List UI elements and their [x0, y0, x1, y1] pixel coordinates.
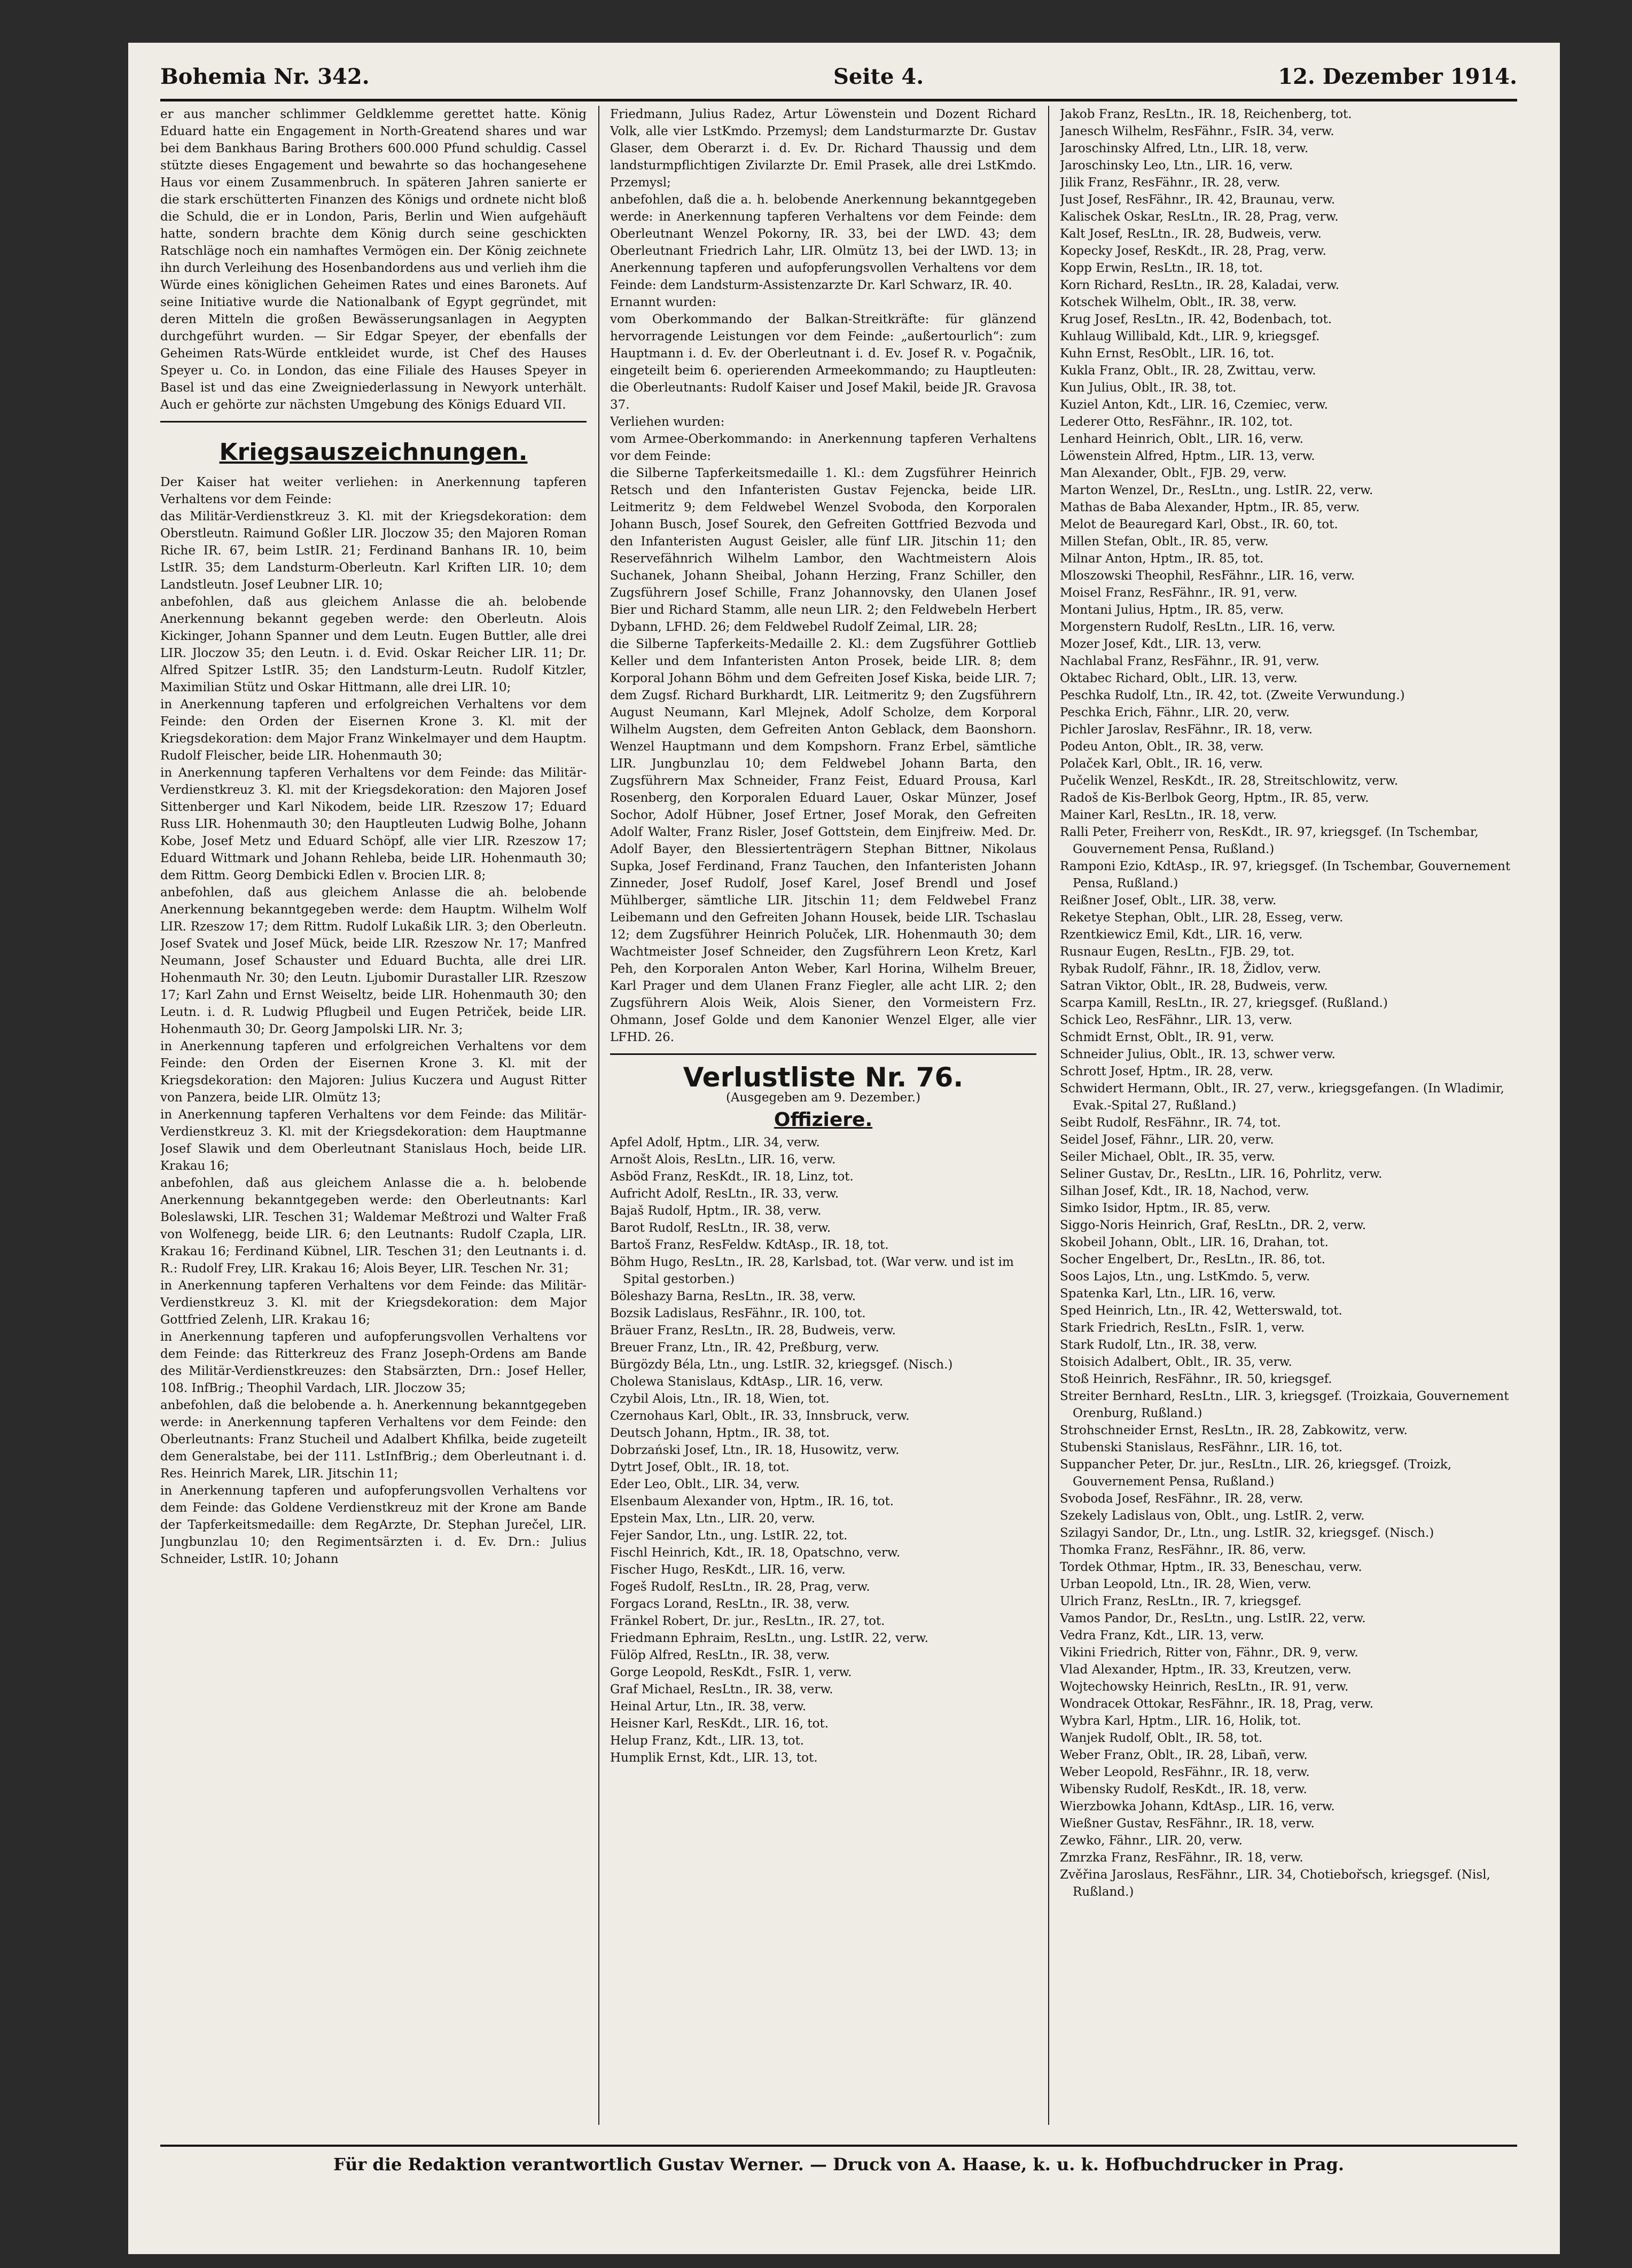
imprint-footer: Für die Redaktion verantwortlich Gustav Werner. — Druck von A. Haase, k. u. k. Hofbuchdrucker in Prag. — [160, 2145, 1517, 2175]
casualty-entry: Wießner Gustav, ResFähnr., IR. 18, verw. — [1060, 1817, 1315, 1831]
paragraph: vom Armee-Oberkommando: in Anerkennung tapferen Verhaltens vor dem Feinde: — [610, 432, 1036, 463]
casualty-entry: Rybak Rudolf, Fähnr., IR. 18, Židlov, verw. — [1060, 962, 1322, 976]
column-1 — [160, 106, 587, 2125]
casualty-entry: Szekely Ladislaus von, Oblt., ung. LstIR. 2, verw. — [1060, 1509, 1365, 1523]
casualty-entry: Schick Leo, ResFähnr., LIR. 13, verw. — [1060, 1013, 1293, 1027]
casualty-entry: Arnošt Alois, ResLtn., LIR. 16, verw. — [610, 1153, 836, 1167]
casualty-entry: Millen Stefan, Oblt., IR. 85, verw. — [1060, 535, 1269, 549]
paragraph: anbefohlen, daß aus gleichem Anlasse die ah. belobende Anerkennung bekanntgegeben werde: dem Hauptm. Wilhelm Wolf LIR. Rzeszow 17; dem Rittm. Rudolf Lukaßik LIR. 3; den Oberleutn. Josef Svatek und Josef Mück, beide LIR. Rzeszow Nr. 17; Manfred Neumann, Josef Schauster und Eduard Buchta, alle drei LIR. Hohenmauth Nr. 30; den Leutn. Ljubomir Durastaller LIR. Rzeszow 17; Karl Zahn und Ernst Weiseltz, beide LIR. Hohenmauth 30; den Leutn. i. d. R. Ludwig Pflugbeil und Eugen Petriček, beide LIR. Hohenmauth 30; Dr. Georg Jampolski LIR. Nr. 3; — [160, 886, 587, 1036]
casualty-entry: Radoš de Kis-Berlbok Georg, Hptm., IR. 85, verw. — [1060, 791, 1369, 805]
casualty-entry: Kopp Erwin, ResLtn., IR. 18, tot. — [1060, 261, 1263, 275]
casualty-entry: Mozer Josef, Kdt., LIR. 13, verw. — [1060, 637, 1262, 651]
casualty-entry: Weber Leopold, ResFähnr., IR. 18, verw. — [1060, 1765, 1310, 1779]
casualty-entry: Dytrt Josef, Oblt., IR. 18, tot. — [610, 1460, 790, 1474]
paragraph: das Militär-Verdienstkreuz 3. Kl. mit der Kriegsdekoration: dem Oberstleutn. Raimund Goßler LIR. Jloczow 35; den Majoren Roman Riche IR. 67, beim LstIR. 21; Ferdinand Banhans IR. 10, beim LstIR. 35; dem Landsturm-Oberleutn. Karl Kriften LIR. 10; dem Landstleutn. Josef Leubner LIR. 10; — [160, 510, 587, 592]
header-page-number: Seite 4. — [833, 64, 924, 89]
casualty-entry: Kalischek Oskar, ResLtn., IR. 28, Prag, verw. — [1060, 210, 1339, 224]
casualty-entry: Ralli Peter, Freiherr von, ResKdt., IR. 97, kriegsgef. (In Tschembar, Gouvernement Pensa, Rußland.) — [1060, 825, 1479, 856]
casualty-entry: Böleshazy Barna, ResLtn., IR. 38, verw. — [610, 1289, 856, 1303]
casualty-entry: Sped Heinrich, Ltn., IR. 42, Wetterswald, tot. — [1060, 1304, 1342, 1318]
paragraph: anbefohlen, daß aus gleichem Anlasse die ah. belobende Anerkennung bekannt gegeben werde: den Oberleutn. Alois Kickinger, Johann Spanner und dem Leutn. Eugen Buttler, alle drei LIR. Jloczow 35; den Leutn. i. d. Evid. Oskar Reicher LIR. 11; Dr. Alfred Spitzer LstIR. 35; den Landsturm-Leutn. Rudolf Kitzler, Maximilian Stütz und Oskar Hittmann, alle drei LIR. 10; — [160, 595, 587, 694]
casualty-entry: Forgacs Lorand, ResLtn., IR. 38, verw. — [610, 1597, 850, 1611]
casualty-list — [610, 1134, 1036, 1766]
casualty-entry: Skobeil Johann, Oblt., LIR. 16, Drahan, tot. — [1060, 1235, 1329, 1249]
casualty-entry: Morgenstern Rudolf, ResLtn., LIR. 16, verw. — [1060, 620, 1336, 634]
casualty-entry: Bozsik Ladislaus, ResFähnr., IR. 100, tot. — [610, 1307, 866, 1320]
casualty-entry: Wibensky Rudolf, ResKdt., IR. 18, verw. — [1060, 1782, 1307, 1796]
casualty-entry: Polaček Karl, Oblt., IR. 16, verw. — [1060, 757, 1263, 771]
casualty-entry: Stubenski Stanislaus, ResFähnr., LIR. 16, tot. — [1060, 1441, 1343, 1454]
casualty-entry: Kun Julius, Oblt., IR. 38, tot. — [1060, 381, 1237, 395]
casualty-entry: Ramponi Ezio, KdtAsp., IR. 97, kriegsgef. (In Tschembar, Gouvernement Pensa, Rußland.) — [1060, 859, 1511, 890]
paragraph: in Anerkennung tapferen und aufopferungsvollen Verhaltens vor dem Feinde: das Goldene Verdienstkreuz mit der Krone am Bande der Tapferkeitsmedaille: dem RegArzte, Dr. Stephan Jurečel, LIR. Jungbunzlau 10; den Regimentsärzten i. d. Ev. Drn.: Julius Schneider, LstIR. 10; Johann — [160, 1484, 587, 1566]
header-date: 12. Dezember 1914. — [1278, 64, 1517, 89]
casualty-entry: Korn Richard, ResLtn., IR. 28, Kaladai, verw. — [1060, 278, 1340, 292]
casualty-list — [1060, 106, 1514, 1901]
casualty-entry: Cholewa Stanislaus, KdtAsp., LIR. 16, verw. — [610, 1375, 884, 1389]
casualty-entry: Fejer Sandor, Ltn., ung. LstIR. 22, tot. — [610, 1529, 848, 1543]
casualty-entry: Mloszowski Theophil, ResFähnr., LIR. 16, verw. — [1060, 569, 1355, 583]
casualty-entry: Kukla Franz, Oblt., IR. 28, Zwittau, verw. — [1060, 364, 1316, 378]
casualty-entry: Suppancher Peter, Dr. jur., ResLtn., LIR. 26, kriegsgef. (Troizk, Gouvernement Pensa, Rußland.) — [1060, 1458, 1452, 1489]
casualty-entry: Wanjek Rudolf, Oblt., IR. 58, tot. — [1060, 1731, 1263, 1745]
casualty-entry: Reketye Stephan, Oblt., LIR. 28, Esseg, verw. — [1060, 911, 1344, 925]
paragraph: Ernannt wurden: — [610, 295, 716, 309]
casualty-entry: Mathas de Baba Alexander, Hptm., IR. 85, verw. — [1060, 500, 1360, 514]
casualty-entry: Vlad Alexander, Hptm., IR. 33, Kreutzen, verw. — [1060, 1663, 1352, 1677]
article-continuation: er aus mancher schlimmer Geldklemme gerettet hatte. König Eduard hatte ein Engagement in North-Greatend shares und war bei dem Bankhaus Baring Brothers 600.000 Pfund schuldig. Cassel stützte dieses Engagement und bewahrte so das hochangesehene Haus vor einem Zusammenbruch. In späteren Jahren sanierte er die stark erschütterten Finanzen des Königs und ordnete nicht bloß die Schuld, die er in London, Paris, Berlin und Wien aufgehäuft hatte, sondern brachte dem König durch seine geschickten Ratschläge noch ein namhaftes Vermögen ein. Der König zeichnete ihn durch Verleihung des Hosenbandordens aus und verlieh ihm die Würde eines königlichen Geheimen Rates und eines Baronets. Auf seine Initiative wurde die Nationalbank of Egypt gegründet, mit deren Mitteln die großen Bewässerungsanlagen in Aegypten durchgeführt wurden. — Sir Edgar Speyer, der ebenfalls der Geheimen Rats-Würde entkleidet wurde, ist Chef des Hauses Speyer u. Co. in London, das eine Filiale des Hauses Speyer in Basel ist und das eine Zweigniederlassung in Newyork unterhält. Auch er gehörte zur nächsten Umgebung des Königs Eduard VII. — [160, 107, 587, 412]
casualty-entry: Seidel Josef, Fähnr., LIR. 20, verw. — [1060, 1133, 1274, 1147]
casualty-entry: Wybra Karl, Hptm., LIR. 16, Holik, tot. — [1060, 1714, 1301, 1728]
casualty-entry: Stoß Heinrich, ResFähnr., IR. 50, kriegsgef. — [1060, 1372, 1332, 1386]
casualty-entry: Silhan Josef, Kdt., IR. 18, Nachod, verw. — [1060, 1184, 1309, 1198]
paragraph: in Anerkennung tapferen und erfolgreichen Verhaltens vor dem Feinde: den Orden der Eisernen Krone 3. Kl. mit der Kriegsdekoration: dem Major Franz Winkelmayer und dem Hauptm. Rudolf Fleischer, beide LIR. Hohenmauth 30; — [160, 698, 587, 763]
paragraph: in Anerkennung tapferen und aufopferungsvollen Verhaltens vor dem Feinde: das Ritterkreuz des Franz Joseph-Ordens am Bande des Militär-Verdienstkreuzes: den Stabsärzten, Drn.: Josef Heller, 108. InfBrig.; Theophil Vardach, LIR. Jloczow 35; — [160, 1330, 587, 1395]
paragraph: die Silberne Tapferkeits-Medaille 2. Kl.: dem Zugsführer Gottlieb Keller und dem Infanteristen Anton Prosek, beide LIR. 8; dem Korporal Johann Böhm und dem Gefreiten Josef Kiska, beide LIR. 7; dem Zugsf. Richard Burkhardt, LIR. Leitmeritz 9; den Zugsführern August Neumann, Karl Mlejnek, Adolf Scholze, dem Korporal Wilhelm Augsten, dem Gefreiten Anton Geblack, dem Baonshorn. Wenzel Hauptmann und dem Kompshorn. Franz Erbel, sämtliche LIR. Jungbunzlau 10; dem Feldwebel Johann Barta, den Zugsführern Max Schneider, Franz Feist, Eduard Prousa, Karl Rosenberg, den Korporalen Eduard Lauer, Oskar Münzer, Josef Sochor, Adolf Hübner, Josef Ertner, Josef Morak, den Gefreiten Adolf Walter, Franz Risler, Josef Gottstein, dem Einjfreiw. Med. Dr. Adolf Bayer, den Blessiertenträgern Stephan Bittner, Nikolaus Supka, Josef Ferdinand, Franz Tauchen, den Infanteristen Johann Zinneder, Josef Rudolf, Josef Karel, Josef Brendl und Josef Mühlberger, sämtliche LIR. Jitschin 11; dem Feldwebel Franz Leibemann und den Gefreiten Johann Housek, beide LIR. Tschaslau 12; dem Zugsführer Heinrich Poluček, LIR. Hohenmauth 30; dem Wachtmeister Josef Schneider, den Zugsführern Leon Kretz, Karl Peh, den Korporalen Anton Weber, Karl Horina, Wilhelm Breuer, Karl Prager und dem Ulanen Franz Fiegler, alle acht LIR. 2; den Zugsführern Alois Weik, Alois Siener, den Vormeistern Frz. Ohmann, Josef Golde und dem Kanonier Wenzel Elger, alle vier LFHD. 26. — [610, 637, 1036, 1044]
casualty-entry: Schwidert Hermann, Oblt., IR. 27, verw., kriegsgefangen. (In Wladimir, Evak.-Spital 27, Rußland.) — [1060, 1082, 1504, 1113]
casualty-entry: Oktabec Richard, Oblt., LIR. 13, verw. — [1060, 671, 1298, 685]
casualty-entry: Weber Franz, Oblt., IR. 28, Libañ, verw. — [1060, 1748, 1308, 1762]
casualty-entry: Fränkel Robert, Dr. jur., ResLtn., IR. 27, tot. — [610, 1614, 885, 1628]
casualty-entry: Breuer Franz, Ltn., IR. 42, Preßburg, verw. — [610, 1341, 879, 1355]
casualty-entry: Helup Franz, Kdt., LIR. 13, tot. — [610, 1734, 805, 1748]
casualty-entry: Janesch Wilhelm, ResFähnr., FsIR. 34, verw. — [1060, 124, 1334, 138]
paragraph: Der Kaiser hat weiter verliehen: in Anerkennung tapferen Verhaltens vor dem Feinde: — [160, 475, 587, 506]
casualty-entry: Fogeš Rudolf, ResLtn., IR. 28, Prag, verw. — [610, 1580, 870, 1594]
casualty-entry: Eder Leo, Oblt., LIR. 34, verw. — [610, 1477, 800, 1491]
casualty-entry: Siggo-Noris Heinrich, Graf, ResLtn., DR. 2, verw. — [1060, 1218, 1366, 1232]
casualty-entry: Kopecky Josef, ResKdt., IR. 28, Prag, verw. — [1060, 244, 1326, 258]
article-divider — [610, 1053, 1036, 1055]
paragraph: in Anerkennung tapferen Verhaltens vor dem Feinde: das Militär-Verdienstkreuz 3. Kl. mit der Kriegsdekoration: den Majoren Josef Sittenberger und Karl Nikodem, beide LIR. Rzeszow 17; Eduard Russ LIR. Hohenmauth 30; den Hauptleuten Ludwig Bolhe, Johann Kobe, Josef Metz und Eduard Schöpf, alle vier LIR. Rzeszow 17; Eduard Wittmark und Johann Rehleba, beide LIR. Hohenmauth 30; dem Rittm. Georg Dembicki Edlen v. Brocien LIR. 8; — [160, 766, 587, 882]
casualty-entry: Apfel Adolf, Hptm., LIR. 34, verw. — [610, 1136, 820, 1149]
column-rule — [598, 106, 599, 2125]
casualty-entry: Epstein Max, Ltn., LIR. 20, verw. — [610, 1512, 815, 1526]
casualty-entry: Montani Julius, Hptm., IR. 85, verw. — [1060, 603, 1284, 617]
paragraph: die Silberne Tapferkeitsmedaille 1. Kl.: dem Zugsführer Heinrich Retsch und den Infanteristen Gustav Fejencka, beide LIR. Leitmeritz 9; dem Feldwebel Wenzel Svoboda, den Korporalen Johann Busch, Josef Sourek, den Gefreiten Gottfried Bezvoda und den Infanteristen August Geisler, alle fünf LIR. Jitschin 11; den Reservefähnrich Wilhelm Lambor, den Wachtmeistern Alois Suchanek, Johann Sheibal, Johann Herzing, Franz Schiller, den Zugsführern Josef Schille, Franz Johannovsky, den Ulanen Josef Bier und Richard Stamm, alle neun LIR. 2; den Feldwebeln Herbert Dybann, LFHD. 26; dem Feldwebel Rudolf Zeimal, LIR. 28; — [610, 466, 1036, 634]
paragraph: anbefohlen, daß aus gleichem Anlasse die a. h. belobende Anerkennung bekanntgegeben werde: den Oberleutnants: Karl Boleslawski, LIR. Teschen 31; Waldemar Meßtrozi und Walter Fraß von Wolfenegg, beide LIR. 6; den Leutnants: Rudolf Czapla, LIR. Krakau 16; Ferdinand Kübnel, LIR. Teschen 31; den Leutnants i. d. R.: Rudolf Frey, LIR. Krakau 16; Alois Beyer, LIR. Teschen Nr. 31; — [160, 1176, 587, 1276]
casualty-entry: Seibt Rudolf, ResFähnr., IR. 74, tot. — [1060, 1116, 1281, 1130]
casualty-entry: Fischl Heinrich, Kdt., IR. 18, Opatschno, verw. — [610, 1546, 901, 1560]
paragraph: vom Oberkommando der Balkan-Streitkräfte: für glänzend hervorragende Leistungen vor dem Feinde: „außertourlich“: zum Hauptmann i. d. Ev. der Oberleutnant i. d. Ev. Josef R. v. Pogačnik, eingeteilt beim 6. operierenden Armeekommando; zu Hauptleuten: die Oberleutnants: Rudolf Kaiser und Josef Makil, beide JR. Gravosa 37. — [610, 312, 1036, 412]
casualty-entry: Barot Rudolf, ResLtn., IR. 38, verw. — [610, 1221, 831, 1235]
casualty-entry: Jakob Franz, ResLtn., IR. 18, Reichenberg, tot. — [1060, 107, 1352, 121]
casualty-entry: Reißner Josef, Oblt., LIR. 38, verw. — [1060, 894, 1277, 908]
casualty-entry: Tordek Othmar, Hptm., IR. 33, Beneschau, verw. — [1060, 1560, 1362, 1574]
casualty-entry: Stark Friedrich, ResLtn., FsIR. 1, verw. — [1060, 1321, 1305, 1335]
column-3 — [1060, 106, 1514, 2125]
casualty-entry: Ulrich Franz, ResLtn., IR. 7, kriegsgef. — [1060, 1594, 1302, 1608]
paragraph: Verliehen wurden: — [610, 415, 725, 429]
casualty-entry: Heisner Karl, ResKdt., LIR. 16, tot. — [610, 1717, 829, 1731]
casualty-entry: Satran Viktor, Oblt., IR. 28, Budweis, verw. — [1060, 979, 1328, 993]
casualty-entry: Kalt Josef, ResLtn., IR. 28, Budweis, verw. — [1060, 227, 1322, 241]
casualty-entry: Peschka Rudolf, Ltn., IR. 42, tot. (Zweite Verwundung.) — [1060, 689, 1405, 702]
casualty-entry: Aufricht Adolf, ResLtn., IR. 33, verw. — [610, 1187, 839, 1201]
paragraph: in Anerkennung tapferen Verhaltens vor dem Feinde: das Militär-Verdienstkreuz 3. Kl. mit der Kriegsdekoration: dem Hauptmanne Josef Slawik und dem Oberleutnant Stanislaus Hoch, beide LIR. Krakau 16; — [160, 1108, 587, 1173]
casualty-entry: Deutsch Johann, Hptm., IR. 38, tot. — [610, 1426, 830, 1440]
casualty-entry: Lederer Otto, ResFähnr., IR. 102, tot. — [1060, 415, 1293, 429]
casualty-entry: Soos Lajos, Ltn., ung. LstKmdo. 5, verw. — [1060, 1270, 1310, 1284]
casualty-entry: Czernohaus Karl, Oblt., IR. 33, Innsbruck, verw. — [610, 1409, 910, 1423]
casualty-entry: Marton Wenzel, Dr., ResLtn., ung. LstIR. 22, verw. — [1060, 483, 1373, 497]
paragraph: in Anerkennung tapferen Verhaltens vor dem Feinde: das Militär-Verdienstkreuz 3. Kl. mit der Kriegsdekoration: dem Major Gottfried Zelenh, LIR. Krakau 16; — [160, 1279, 587, 1327]
casualty-entry: Wierzbowka Johann, KdtAsp., LIR. 16, verw. — [1060, 1800, 1335, 1813]
casualty-entry: Jaroschinsky Alfred, Ltn., LIR. 18, verw. — [1060, 142, 1309, 155]
casualty-entry: Fischer Hugo, ResKdt., LIR. 16, verw. — [610, 1563, 846, 1577]
casualty-entry: Jaroschinsky Leo, Ltn., LIR. 16, verw. — [1060, 159, 1293, 173]
header-rule — [160, 99, 1517, 101]
casualty-list-subtitle: (Ausgegeben am 9. Dezember.) — [725, 1091, 921, 1105]
casualty-entry: Bajaš Rudolf, Hptm., IR. 38, verw. — [610, 1204, 822, 1218]
casualty-entry: Bräuer Franz, ResLtn., IR. 28, Budweis, verw. — [610, 1324, 896, 1338]
section-heading: Kriegsauszeichnungen. — [219, 439, 528, 466]
casualty-entry: Jilik Franz, ResFähnr., IR. 28, verw. — [1060, 176, 1280, 190]
casualty-entry: Nachlabal Franz, ResFähnr., IR. 91, verw. — [1060, 654, 1319, 668]
casualty-entry: Simko Isidor, Hptm., IR. 85, verw. — [1060, 1201, 1271, 1215]
casualty-entry: Stoisich Adalbert, Oblt., IR. 35, verw. — [1060, 1355, 1292, 1369]
casualty-entry: Schrott Josef, Hptm., IR. 28, verw. — [1060, 1065, 1274, 1078]
casualty-entry: Zmrzka Franz, ResFähnr., IR. 18, verw. — [1060, 1851, 1303, 1865]
casualty-entry: Schneider Julius, Oblt., IR. 13, schwer verw. — [1060, 1047, 1336, 1061]
casualty-entry: Streiter Bernhard, ResLtn., LIR. 3, kriegsgef. (Troizkaia, Gouvernement Orenburg, Rußland.) — [1060, 1389, 1509, 1420]
casualty-entry: Kuhlaug Willibald, Kdt., LIR. 9, kriegsgef. — [1060, 330, 1320, 343]
casualty-entry: Urban Leopold, Ltn., IR. 28, Wien, verw. — [1060, 1577, 1311, 1591]
casualty-entry: Milnar Anton, Hptm., IR. 85, tot. — [1060, 552, 1264, 566]
casualty-entry: Zewko, Fähnr., LIR. 20, verw. — [1060, 1834, 1243, 1848]
casualty-entry: Löwenstein Alfred, Hptm., LIR. 13, verw. — [1060, 449, 1315, 463]
casualty-entry: Kotschek Wilhelm, Oblt., IR. 38, verw. — [1060, 295, 1297, 309]
casualty-entry: Asböd Franz, ResKdt., IR. 18, Linz, tot. — [610, 1170, 854, 1184]
article-body — [610, 106, 1036, 1046]
page-header — [160, 59, 1517, 96]
casualty-entry: Man Alexander, Oblt., FJB. 29, verw. — [1060, 466, 1287, 480]
casualty-entry: Wojtechowsky Heinrich, ResLtn., IR. 91, verw. — [1060, 1680, 1349, 1694]
column-rule — [1048, 106, 1049, 2125]
casualty-entry: Stark Rudolf, Ltn., IR. 38, verw. — [1060, 1338, 1258, 1352]
casualty-entry: Friedmann Ephraim, ResLtn., ung. LstIR. 22, verw. — [610, 1631, 928, 1645]
casualty-entry: Böhm Hugo, ResLtn., IR. 28, Karlsbad, tot. (War verw. und ist im Spital gestorben.) — [610, 1255, 1014, 1286]
casualty-entry: Lenhard Heinrich, Oblt., LIR. 16, verw. — [1060, 432, 1303, 446]
casualty-entry: Szilagyi Sandor, Dr., Ltn., ung. LstIR. 32, kriegsgef. (Nisch.) — [1060, 1526, 1434, 1540]
paragraph: in Anerkennung tapferen und erfolgreichen Verhaltens vor dem Feinde: den Orden der Eisernen Krone 3. Kl. mit der Kriegsdekoration: den Majoren: Julius Kuczera und August Ritter von Panzera, beide LIR. Olmütz 13; — [160, 1039, 587, 1105]
casualty-entry: Vamos Pandor, Dr., ResLtn., ung. LstIR. 22, verw. — [1060, 1612, 1366, 1625]
newspaper-page — [128, 43, 1560, 2254]
casualty-entry: Seliner Gustav, Dr., ResLtn., LIR. 16, Pohrlitz, verw. — [1060, 1167, 1383, 1181]
casualty-section-heading: Offiziere. — [774, 1109, 873, 1131]
casualty-entry: Mainer Karl, ResLtn., IR. 18, verw. — [1060, 808, 1277, 822]
casualty-entry: Fülöp Alfred, ResLtn., IR. 38, verw. — [610, 1648, 830, 1662]
casualty-entry: Heinal Artur, Ltn., IR. 38, verw. — [610, 1700, 807, 1714]
casualty-entry: Kuziel Anton, Kdt., LIR. 16, Czemiec, verw. — [1060, 398, 1328, 412]
casualty-entry: Peschka Erich, Fähnr., LIR. 20, verw. — [1060, 706, 1290, 719]
casualty-entry: Vedra Franz, Kdt., LIR. 13, verw. — [1060, 1629, 1264, 1643]
casualty-entry: Krug Josef, ResLtn., IR. 42, Bodenbach, tot. — [1060, 312, 1332, 326]
column-2 — [610, 106, 1036, 2125]
casualty-entry: Bartoš Franz, ResFeldw. KdtAsp., IR. 18, tot. — [610, 1238, 889, 1252]
casualty-entry: Schmidt Ernst, Oblt., IR. 91, verw. — [1060, 1030, 1275, 1044]
casualty-entry: Humplik Ernst, Kdt., LIR. 13, tot. — [610, 1751, 818, 1765]
casualty-entry: Spatenka Karl, Ltn., LIR. 16, verw. — [1060, 1287, 1276, 1301]
header-issue: Bohemia Nr. 342. — [160, 64, 370, 89]
casualty-entry: Scarpa Kamill, ResLtn., IR. 27, kriegsgef. (Rußland.) — [1060, 996, 1388, 1010]
casualty-entry: Wondracek Ottokar, ResFähnr., IR. 18, Prag, verw. — [1060, 1697, 1374, 1711]
casualty-entry: Seiler Michael, Oblt., IR. 35, verw. — [1060, 1150, 1275, 1164]
casualty-entry: Strohschneider Ernst, ResLtn., IR. 28, Zabkowitz, verw. — [1060, 1424, 1408, 1437]
casualty-entry: Gorge Leopold, ResKdt., FsIR. 1, verw. — [610, 1665, 852, 1679]
casualty-entry: Thomka Franz, ResFähnr., IR. 86, verw. — [1060, 1543, 1306, 1557]
casualty-list-title: Verlustliste Nr. 76. — [683, 1062, 964, 1093]
casualty-entry: Pichler Jaroslav, ResFähnr., IR. 18, verw. — [1060, 723, 1313, 737]
casualty-entry: Moisel Franz, ResFähnr., IR. 91, verw. — [1060, 586, 1298, 600]
casualty-entry: Melot de Beauregard Karl, Obst., IR. 60, tot. — [1060, 518, 1338, 531]
casualty-entry: Podeu Anton, Oblt., IR. 38, verw. — [1060, 740, 1264, 754]
casualty-entry: Dobrzański Josef, Ltn., IR. 18, Husowitz, verw. — [610, 1443, 900, 1457]
casualty-entry: Bürgözdy Béla, Ltn., ung. LstIR. 32, kriegsgef. (Nisch.) — [610, 1358, 953, 1372]
casualty-entry: Just Josef, ResFähnr., IR. 42, Braunau, verw. — [1060, 193, 1336, 207]
paragraph: anbefohlen, daß die a. h. belobende Anerkennung bekanntgegeben werde: in Anerkennung tapferen Verhaltens vor dem Feinde: dem Oberleutnant Wenzel Pokorny, IR. 33, bei der LWD. 43; dem Oberleutnant Friedrich Lahr, LIR. Olmütz 13, bei der LWD. 13; in Anerkennung tapferen und aufopferungsvollen Verhaltens vor dem Feinde: dem Landsturm-Assistenzarzte Dr. Karl Schwarz, IR. 40. — [610, 193, 1036, 292]
casualty-entry: Rusnaur Eugen, ResLtn., FJB. 29, tot. — [1060, 945, 1295, 959]
article-divider — [160, 421, 587, 423]
casualty-entry: Graf Michael, ResLtn., IR. 38, verw. — [610, 1683, 833, 1696]
casualty-entry: Svoboda Josef, ResFähnr., IR. 28, verw. — [1060, 1492, 1303, 1506]
casualty-entry: Pučelik Wenzel, ResKdt., IR. 28, Streitschlowitz, verw. — [1060, 774, 1399, 788]
paragraph: Friedmann, Julius Radez, Artur Löwenstein und Dozent Richard Volk, alle vier LstKmdo. Przemysl; dem Landsturmarzte Dr. Gustav Glaser, dem Oberarzt i. d. Ev. Dr. Richard Thaussig und dem landsturmpflichtigen Zivilarzte Dr. Emil Prasek, alle drei LstKmdo. Przemysl; — [610, 107, 1036, 190]
article-body — [160, 474, 587, 1568]
casualty-entry: Czybil Alois, Ltn., IR. 18, Wien, tot. — [610, 1392, 830, 1406]
casualty-entry: Kuhn Ernst, ResOblt., LIR. 16, tot. — [1060, 347, 1275, 361]
casualty-entry: Zvěřina Jaroslaus, ResFähnr., LIR. 34, Chotiebořsch, kriegsgef. (Nisl, Rußland.) — [1060, 1868, 1490, 1899]
casualty-entry: Socher Engelbert, Dr., ResLtn., IR. 86, tot. — [1060, 1253, 1326, 1266]
casualty-entry: Rzentkiewicz Emil, Kdt., LIR. 16, verw. — [1060, 928, 1303, 942]
casualty-entry: Vikini Friedrich, Ritter von, Fähnr., DR. 9, verw. — [1060, 1646, 1358, 1660]
casualty-entry: Elsenbaum Alexander von, Hptm., IR. 16, tot. — [610, 1495, 894, 1508]
paragraph: anbefohlen, daß die belobende a. h. Anerkennung bekanntgegeben werde: in Anerkennung tapferen Verhaltens vor dem Feinde: den Oberleutnants: Franz Stucheil und Adalbert Khfilka, beide zugeteilt dem Generalstabe, bei der 111. LstInfBrig.; dem Oberleutnant i. d. Res. Heinrich Marek, LIR. Jitschin 11; — [160, 1398, 587, 1481]
